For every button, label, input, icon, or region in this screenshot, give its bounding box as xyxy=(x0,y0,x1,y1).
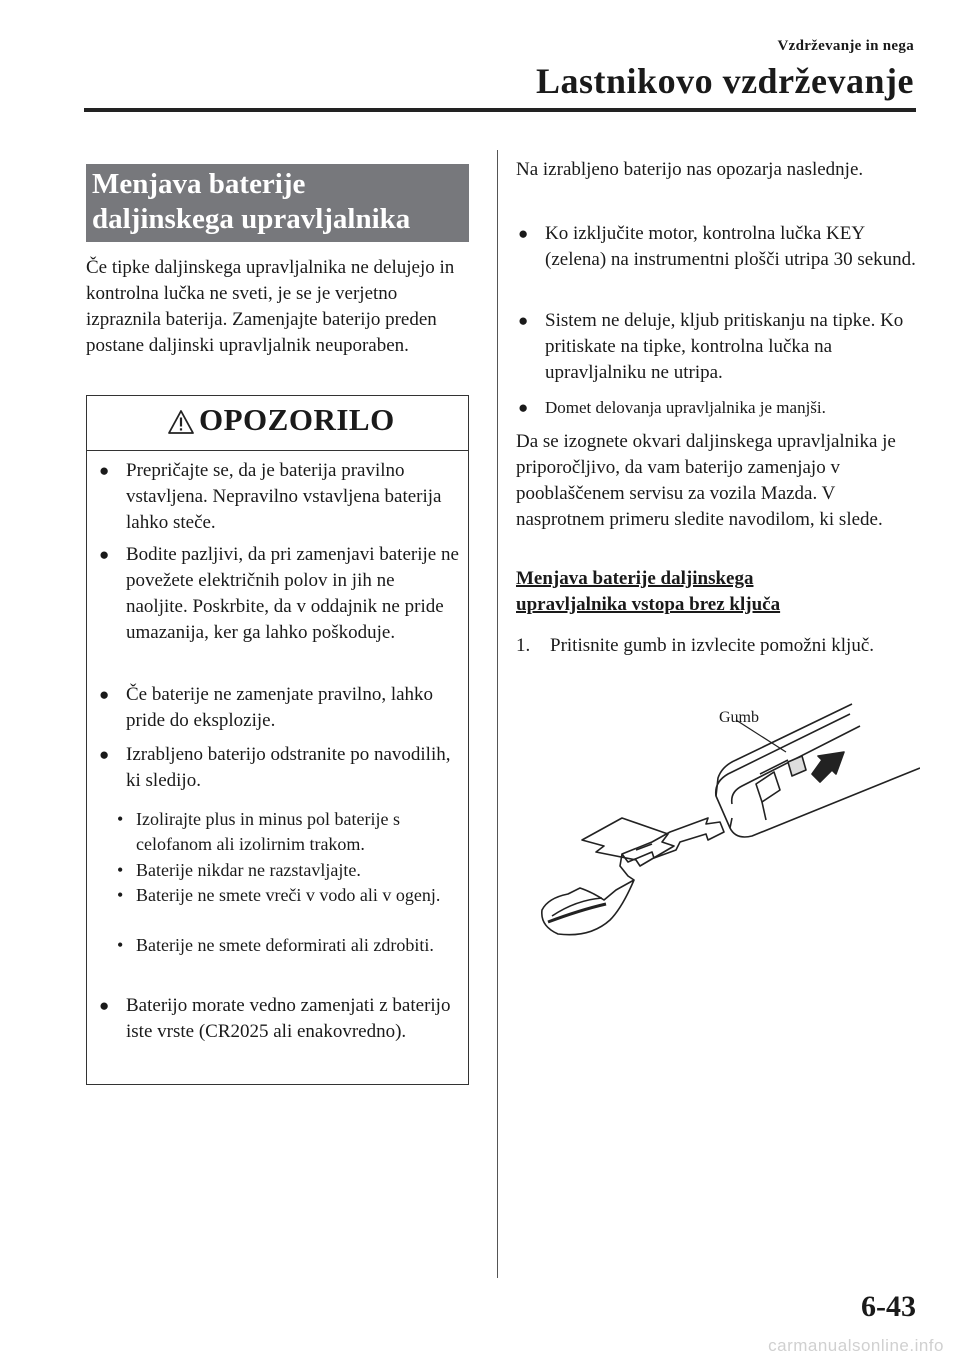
warning-title: OPOZORILO xyxy=(199,402,395,437)
footer-watermark-url: carmanualsonline.info xyxy=(768,1336,944,1355)
warning-sub-bullet: • Baterije ne smete deformirati ali zdrobiti. xyxy=(117,935,434,955)
warning-box xyxy=(86,395,469,1085)
section-heading-line2: daljinskega upravljalnika xyxy=(92,203,411,235)
step-number: 1. xyxy=(516,635,531,656)
figure-label-gumb: Gumb xyxy=(719,709,759,726)
symptom-bullet: ● Sistem ne deluje, kljub pritiskanju na tipke. Ko pritiskate na tipke, kontrolna lučka na upravljalniku ne utripa. xyxy=(518,310,904,383)
column-divider xyxy=(497,150,498,1278)
procedure-subheading xyxy=(516,566,916,618)
symptom-bullet: ● Domet delovanja upravljalnika je manjši. xyxy=(518,398,826,417)
running-header-subtitle: Vzdrževanje in nega xyxy=(777,38,914,54)
warning-bullet: ● Bodite pazljivi, da pri zamenjavi baterije ne povežete električnih polov in jih ne naoljite. Poskrbite, da v oddajnik ne pride umazanija, ker ga lahko poškoduje. xyxy=(99,544,459,643)
right-lead-paragraph: Na izrabljeno baterijo nas opozarja naslednje. xyxy=(516,159,864,180)
warning-bullet: ● Izrabljeno baterijo odstranite po navodilih, ki sledijo. xyxy=(99,744,451,791)
step-item xyxy=(516,633,916,659)
advice-paragraph: Da se izognete okvari daljinskega upravljalnika je priporočljivo, da vam baterijo zamenjajo v pooblaščenem servisu za vozila Mazda. V nasprotnem primeru sledite navodilom, ki slede. xyxy=(516,431,896,530)
page-number: 6-43 xyxy=(861,1290,916,1323)
warning-header xyxy=(87,396,468,451)
procedure-subheading-line1: Menjava baterije daljinskega xyxy=(516,568,754,589)
smart-key-illustration xyxy=(530,700,920,960)
warning-bullet: ● Baterijo morate vedno zamenjati z baterijo iste vrste (CR2025 ali enakovredno). xyxy=(99,995,451,1042)
section-heading-line1: Menjava baterije xyxy=(92,168,306,200)
running-header-title: Lastnikovo vzdrževanje xyxy=(536,61,914,101)
warning-bullet: ● Prepričajte se, da je baterija pravilno vstavljena. Nepravilno vstavljena baterija lahko steče. xyxy=(99,460,442,533)
header-rule xyxy=(84,108,916,112)
warning-sub-bullet: • Baterije ne smete vreči v vodo ali v ogenj. xyxy=(117,885,441,905)
intro-paragraph: Če tipke daljinskega upravljalnika ne delujejo in kontrolna lučka ne sveti, je se je verjetno izpraznila baterija. Zamenjajte baterijo preden postane daljinski upravljalnik neuporaben. xyxy=(86,257,455,356)
procedure-subheading-line2: upravljalnika vstopa brez ključa xyxy=(516,594,781,615)
section-heading xyxy=(86,164,469,242)
warning-triangle-icon xyxy=(167,409,195,440)
warning-bullet: ● Če baterije ne zamenjate pravilno, lahko pride do eksplozije. xyxy=(99,684,434,731)
step-text: Pritisnite gumb in izvlecite pomožni ključ. xyxy=(550,635,875,656)
symptom-bullet: ● Ko izključite motor, kontrolna lučka KEY (zelena) na instrumentni plošči utripa 30 sekund. xyxy=(518,223,916,270)
warning-sub-bullet: • Baterije nikdar ne razstavljajte. xyxy=(117,860,361,880)
warning-sub-bullet: • Izolirajte plus in minus pol baterije s celofanom ali izolirnim trakom. xyxy=(117,809,400,854)
